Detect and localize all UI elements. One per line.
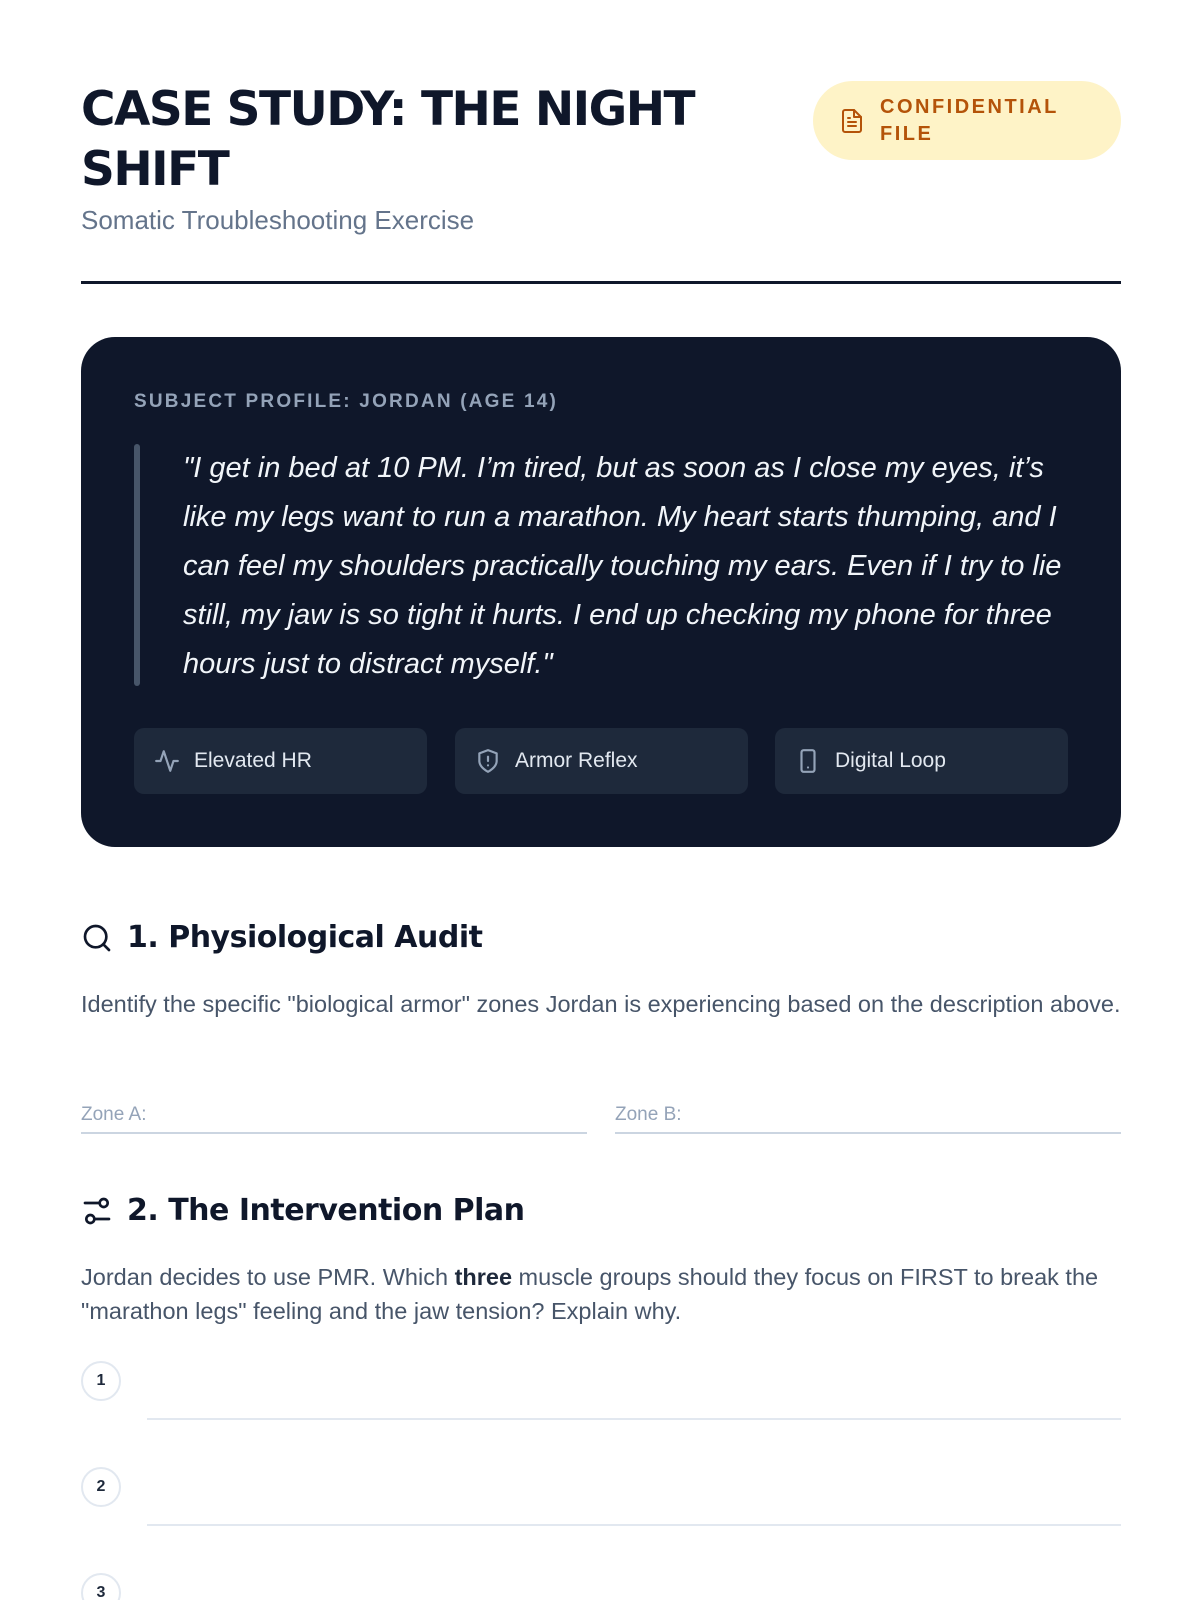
number-badge: 3 — [81, 1573, 121, 1600]
tag-digital-loop — [775, 728, 1068, 794]
shield-icon — [475, 748, 501, 774]
answer-row-2[interactable] — [81, 1467, 1121, 1527]
quote-accent-bar — [134, 444, 140, 686]
tag-label: Elevated HR — [194, 749, 312, 772]
number-badge: 1 — [81, 1361, 121, 1401]
profile-label: SUBJECT PROFILE: JORDAN (AGE 14) — [134, 391, 559, 412]
worksheet-page — [81, 0, 1121, 1600]
answer-row-3[interactable] — [81, 1573, 1121, 1600]
section-intervention-plan — [81, 1193, 525, 1228]
confidential-badge — [813, 81, 1121, 160]
text-part: muscle groups should they focus on FIRST to break the "marathon legs" feeling and the jaw tension? Explain why. — [81, 1264, 1099, 1324]
zone-b-field[interactable] — [615, 1104, 1121, 1134]
activity-icon — [154, 748, 180, 774]
zone-label: Zone B: — [615, 1104, 682, 1125]
page-title: CASE STUDY: THE NIGHT SHIFT — [81, 82, 695, 197]
text-part: Jordan decides to use PMR. Which — [81, 1264, 455, 1290]
file-text-icon — [840, 108, 864, 134]
section-title: 2. The Intervention Plan — [127, 1193, 525, 1228]
section-instructions: Identify the specific "biological armor" zones Jordan is experiencing based on the description above. — [81, 991, 1121, 1017]
search-icon — [81, 922, 113, 954]
zone-label: Zone A: — [81, 1104, 147, 1125]
emphasis-text: three — [454, 1264, 513, 1290]
subject-profile-card — [81, 337, 1121, 847]
section-title: 1. Physiological Audit — [127, 920, 483, 955]
page-subtitle: Somatic Troubleshooting Exercise — [81, 205, 475, 235]
answer-row-1[interactable] — [81, 1361, 1121, 1421]
page-header — [81, 0, 1121, 284]
section-instructions — [81, 1260, 1121, 1328]
tag-armor-reflex — [455, 728, 748, 794]
number-badge: 2 — [81, 1467, 121, 1507]
zone-a-field[interactable] — [81, 1104, 587, 1134]
answer-line[interactable] — [147, 1418, 1121, 1420]
sliders-icon — [81, 1195, 113, 1227]
tag-label: Armor Reflex — [515, 749, 638, 772]
section-physiological-audit — [81, 920, 482, 955]
smartphone-icon — [795, 748, 821, 774]
badge-label: CONFIDENTIAL FILE — [880, 95, 1059, 145]
tag-label: Digital Loop — [835, 749, 946, 772]
tag-elevated-hr — [134, 728, 427, 794]
answer-line[interactable] — [147, 1524, 1121, 1526]
subject-quote: "I get in bed at 10 PM. I’m tired, but as soon as I close my eyes, it’s like my legs want to run a marathon. My heart starts thumping, and I can feel my shoulders practically touching my ears. Even if I try to lie still, my jaw is so tight it hurts. I end up checking my phone for three hours just to distract myself." — [183, 452, 1062, 680]
